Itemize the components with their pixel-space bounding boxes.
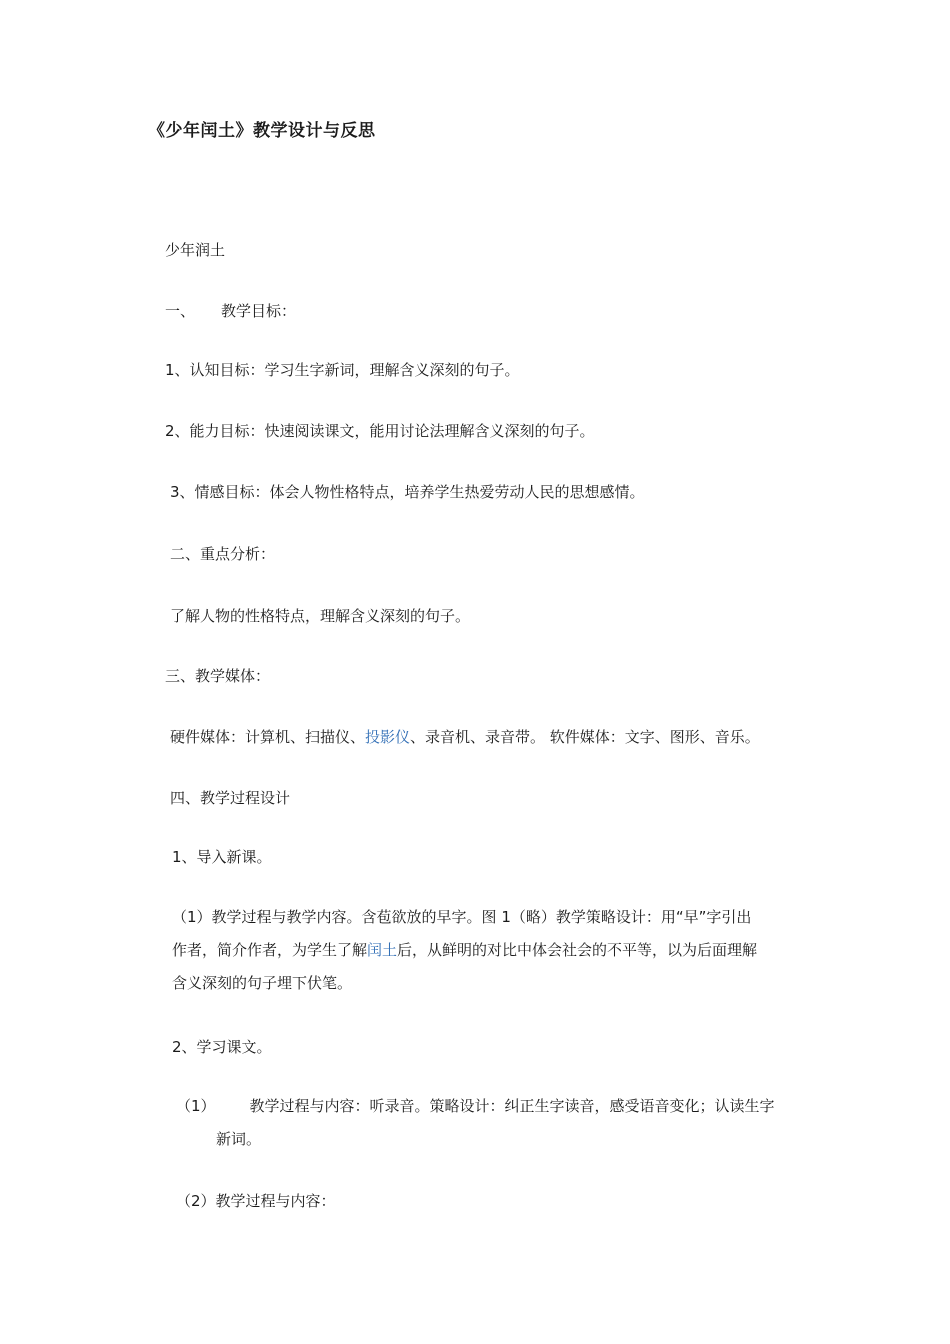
document-title: 《少年闰土》教学设计与反思 — [148, 121, 376, 141]
paragraph-line: 含义深刻的句子埋下伏笔。 — [172, 974, 353, 992]
paragraph-text: 后，从鲜明的对比中体会社会的不平等，以为后面理解 — [397, 941, 758, 959]
section-label: 教学目标： — [221, 302, 297, 320]
paragraph-line: 新词。 — [216, 1130, 262, 1148]
objective-cognitive: 1、认知目标：学习生字新词，理解含义深刻的句子。 — [165, 361, 520, 379]
section-heading-objectives — [165, 294, 296, 328]
paragraph-text: 作者，简介作者，为学生了解 — [172, 941, 368, 959]
projector-link[interactable]: 投影仪 — [365, 728, 411, 746]
lesson-subtitle: 少年润土 — [165, 241, 226, 259]
step-intro-heading: 1、导入新课。 — [172, 848, 272, 866]
section-heading-process: 四、教学过程设计 — [170, 789, 291, 807]
media-text-before: 硬件媒体：计算机、扫描仪、 — [170, 728, 366, 746]
media-text-after: 、录音机、录音带。 软件媒体：文字、图形、音乐。 — [410, 728, 760, 746]
study-item-1 — [176, 1090, 826, 1156]
section-heading-focus: 二、重点分析： — [170, 545, 276, 563]
paragraph-line — [176, 1090, 826, 1123]
media-text — [170, 720, 760, 754]
runtu-link[interactable]: 闰土 — [367, 941, 398, 959]
paragraph-line — [172, 934, 822, 967]
item-text: 教学过程与内容：听录音。策略设计：纠正生字读音，感受语音变化；认读生字 — [249, 1097, 775, 1115]
focus-text: 了解人物的性格特点，理解含义深刻的句子。 — [170, 607, 471, 625]
section-number: 一、 — [165, 302, 196, 320]
step-intro-paragraph — [172, 901, 822, 1000]
study-item-2: （2）教学过程与内容： — [176, 1192, 336, 1210]
objective-ability: 2、能力目标：快速阅读课文，能用讨论法理解含义深刻的句子。 — [165, 422, 595, 440]
objective-emotion: 3、情感目标：体会人物性格特点，培养学生热爱劳动人民的思想感情。 — [170, 483, 645, 501]
item-number: （1） — [176, 1097, 216, 1115]
step-study-heading: 2、学习课文。 — [172, 1038, 272, 1056]
section-heading-media: 三、教学媒体： — [165, 667, 271, 685]
paragraph-line: （1）教学过程与教学内容。含苞欲放的早字。图 1（略）教学策略设计：用“早”字引出 — [172, 908, 752, 926]
